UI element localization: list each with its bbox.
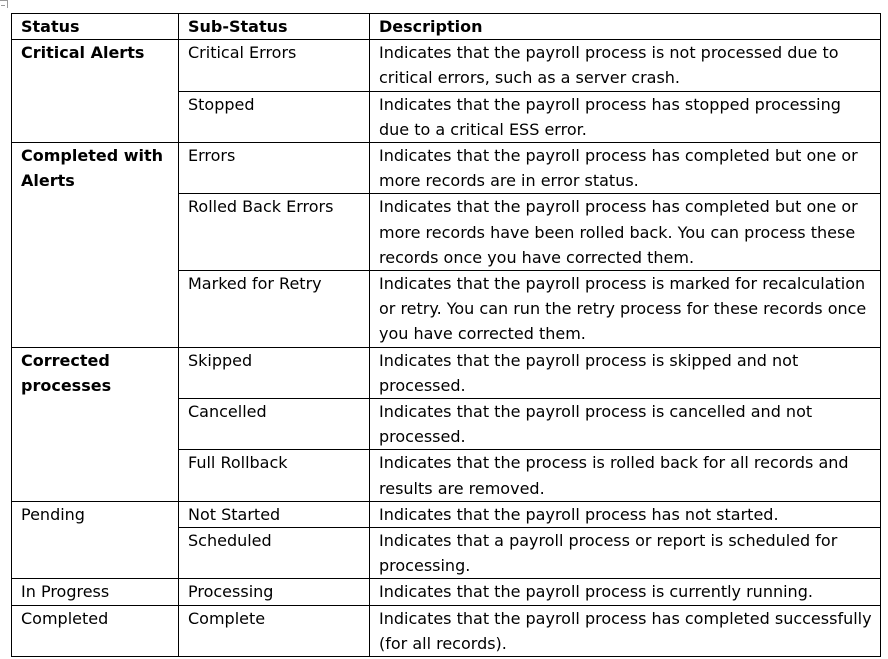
description-cell: Indicates that the payroll process is currently running. (370, 579, 881, 605)
status-cell: Pending (12, 501, 179, 579)
sub-status-cell: Not Started (179, 501, 370, 527)
description-cell: Indicates that the payroll process is not processed due to critical errors, such as a server crash. (370, 40, 881, 91)
description-column-header: Description (370, 14, 881, 40)
sub-status-cell: Cancelled (179, 399, 370, 450)
status-cell: In Progress (12, 579, 179, 605)
table-row (12, 501, 881, 527)
sub-status-cell: Skipped (179, 347, 370, 398)
table-move-handle-icon[interactable] (0, 0, 8, 8)
table-row (12, 143, 881, 194)
sub-status-cell: Full Rollback (179, 450, 370, 501)
description-cell: Indicates that the payroll process has not started. (370, 501, 881, 527)
sub-status-cell: Marked for Retry (179, 271, 370, 348)
description-cell: Indicates that a payroll process or report is scheduled for processing. (370, 528, 881, 579)
description-cell: Indicates that the payroll process is marked for recalculation or retry. You can run the retry process for these records once you have corrected them. (370, 271, 881, 348)
description-cell: Indicates that the payroll process has completed but one or more records have been rolled back. You can process these records once you have corrected them. (370, 194, 881, 271)
description-cell: Indicates that the payroll process has completed but one or more records are in error status. (370, 143, 881, 194)
payroll-status-table (11, 13, 881, 657)
status-cell: Critical Alerts (12, 40, 179, 143)
table-row (12, 40, 881, 91)
table-row (12, 605, 881, 656)
description-cell: Indicates that the payroll process is skipped and not processed. (370, 347, 881, 398)
sub-status-cell: Stopped (179, 91, 370, 142)
header-row (12, 14, 881, 40)
description-cell: Indicates that the payroll process has stopped processing due to a critical ESS error. (370, 91, 881, 142)
sub-status-cell: Scheduled (179, 528, 370, 579)
sub-status-column-header: Sub-Status (179, 14, 370, 40)
table-row (12, 347, 881, 398)
table-row (12, 579, 881, 605)
sub-status-cell: Complete (179, 605, 370, 656)
description-cell: Indicates that the payroll process has completed successfully (for all records). (370, 605, 881, 656)
status-cell: Completed (12, 605, 179, 656)
sub-status-cell: Critical Errors (179, 40, 370, 91)
sub-status-cell: Rolled Back Errors (179, 194, 370, 271)
description-cell: Indicates that the process is rolled back for all records and results are removed. (370, 450, 881, 501)
status-cell: Completed with Alerts (12, 143, 179, 348)
status-cell: Corrected processes (12, 347, 179, 501)
sub-status-cell: Errors (179, 143, 370, 194)
status-column-header: Status (12, 14, 179, 40)
sub-status-cell: Processing (179, 579, 370, 605)
description-cell: Indicates that the payroll process is cancelled and not processed. (370, 399, 881, 450)
